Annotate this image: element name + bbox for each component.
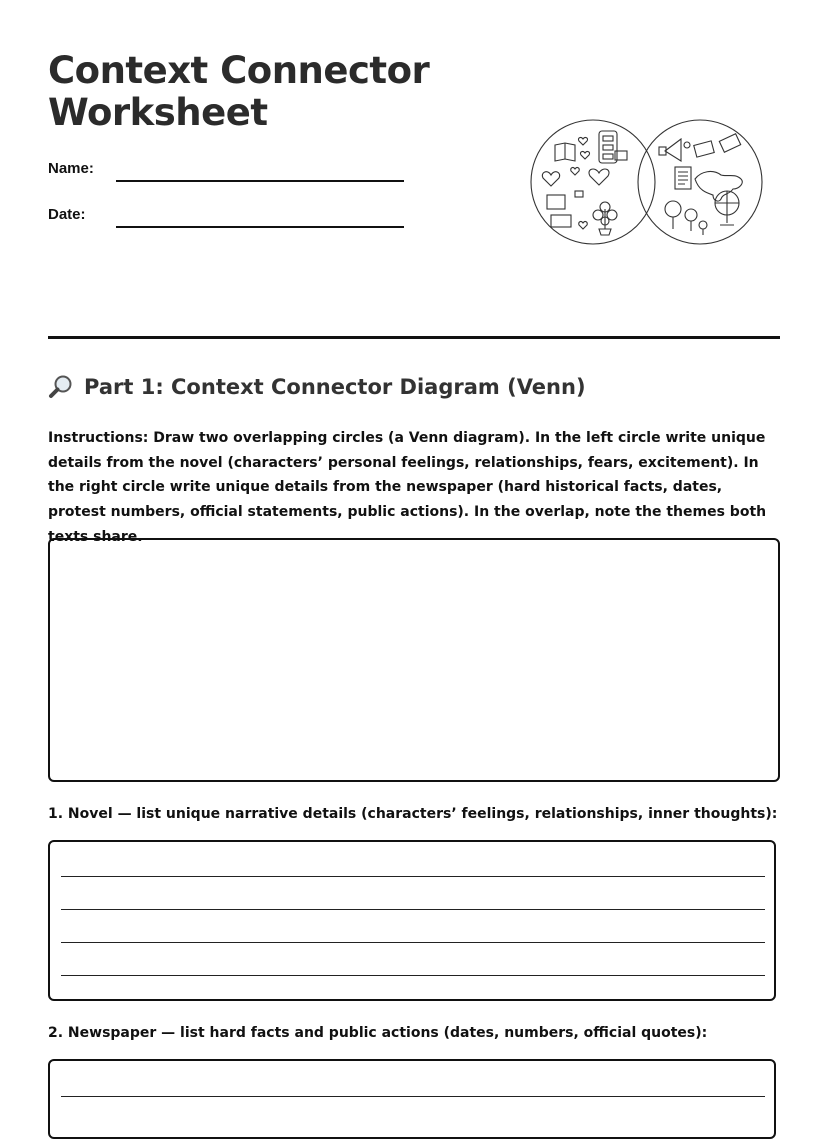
answer-line — [61, 1096, 765, 1097]
newspaper-icon — [675, 167, 691, 189]
heart-icon — [580, 152, 589, 159]
answer-line — [61, 876, 765, 877]
part1-heading-text: Part 1: Context Connector Diagram (Venn) — [84, 375, 586, 399]
heart-icon — [579, 222, 587, 229]
question-2-answer-box[interactable] — [48, 1059, 776, 1139]
answer-line — [61, 975, 765, 976]
heart-icon — [589, 169, 609, 185]
date-field[interactable] — [116, 226, 404, 228]
megaphone-icon — [659, 139, 690, 161]
world-map-icon — [695, 172, 742, 202]
book-icon — [555, 143, 575, 161]
venn-illustration-icon — [527, 117, 767, 247]
section-divider — [48, 336, 780, 339]
worksheet-title: Context Connector Worksheet — [48, 49, 430, 134]
question-1-label: 1. Novel — list unique narrative details (characters’ feelings, relationships, inner thoughts): — [48, 806, 778, 822]
globe-icon — [715, 191, 739, 225]
frame-icon — [575, 191, 583, 197]
phone-icon — [599, 131, 627, 163]
date-label: Date: — [48, 206, 86, 223]
instructions-text: Instructions: Draw two overlapping circles (a Venn diagram). In the left circle write unique details from the novel (characters’ personal feelings, relationships, fears, excitement). In the right circle write unique details from the newspaper (hard historical facts, dates, protest numbers, official statements, public actions). In the overlap, note the themes both texts share. — [48, 430, 767, 545]
name-label: Name: — [48, 160, 94, 177]
document-icon — [694, 134, 741, 157]
heart-icon — [578, 138, 587, 145]
heart-icon — [571, 168, 579, 175]
venn-drawing-area[interactable] — [48, 538, 780, 782]
part1-heading — [48, 374, 586, 400]
question-1-answer-box[interactable] — [48, 840, 776, 1001]
frame-icon — [547, 195, 565, 209]
name-field[interactable] — [116, 180, 404, 182]
heart-icon — [542, 172, 559, 186]
frame-icon — [551, 215, 571, 227]
question-2-label: 2. Newspaper — list hard facts and public actions (dates, numbers, official quotes): — [48, 1025, 708, 1041]
answer-line — [61, 942, 765, 943]
answer-line — [61, 909, 765, 910]
plant-icon — [593, 202, 617, 235]
tree-icon — [665, 201, 707, 235]
magnifier-icon — [48, 374, 74, 400]
